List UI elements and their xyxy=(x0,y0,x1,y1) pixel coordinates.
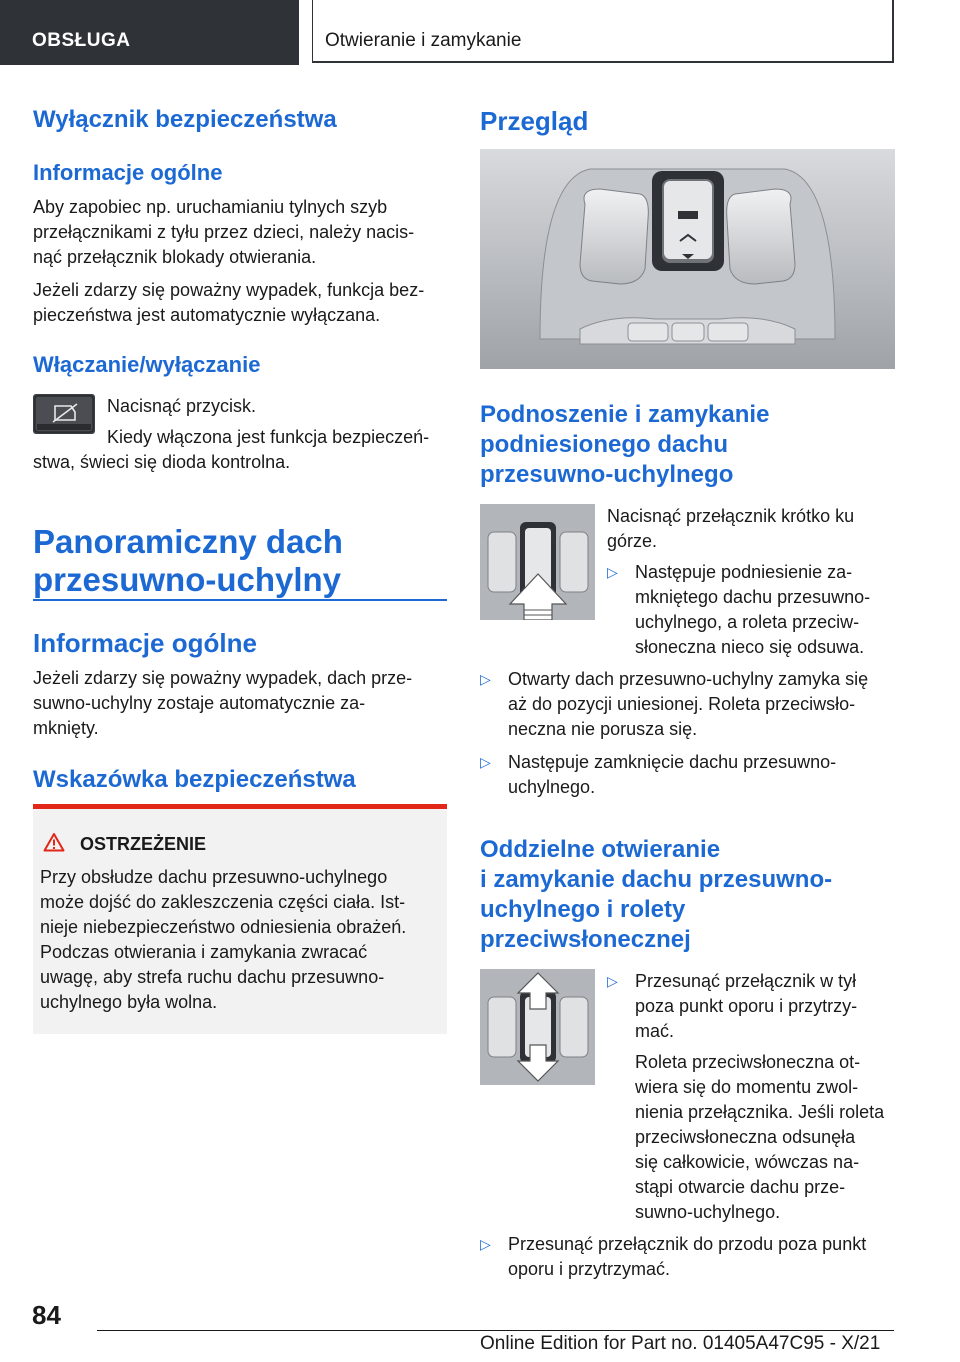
text-line: Jeżeli zdarzy się poważny wypadek, dach prze‐ xyxy=(33,668,413,688)
text-line: Roleta przeciwsłoneczna ot‐ xyxy=(635,1052,861,1072)
text-line: słoneczna nieco się odsuwa. xyxy=(635,637,865,657)
text-line: Nacisnąć przełącznik krótko ku xyxy=(607,506,855,526)
safety-button-image xyxy=(33,394,95,434)
separate-bullet-2 xyxy=(480,1232,895,1282)
heading-rule xyxy=(33,599,447,601)
text-line: nieje niebezpieczeństwo odniesienia obrażeń. xyxy=(40,917,407,937)
warning-bar xyxy=(33,804,447,809)
warning-text xyxy=(40,865,406,1015)
heading-general-info-2: Informacje ogólne xyxy=(33,628,257,658)
text-line: Oddzielne otwieranie xyxy=(480,836,721,863)
bullet-text xyxy=(508,1232,866,1282)
bullet-triangle-icon: ▷ xyxy=(480,671,491,687)
bullet-triangle-icon: ▷ xyxy=(607,564,618,580)
window-lock-icon xyxy=(33,394,95,434)
heading-raise-close xyxy=(480,400,769,490)
heading-panoramic-roof xyxy=(33,523,343,599)
text-line: się całkowicie, wówczas na‐ xyxy=(635,1152,860,1172)
text-line: aż do pozycji uniesionej. Roleta przeciwsło‐ xyxy=(508,694,856,714)
text-line: neczna nie porusza się. xyxy=(508,719,698,739)
heading-safety-hint: Wskazówka bezpieczeństwa xyxy=(33,766,356,793)
raise-instruction xyxy=(607,504,854,554)
text-line: przeciwsłoneczna odsunęła xyxy=(635,1127,856,1147)
switch-slide-image xyxy=(480,969,595,1085)
text-line: mknięty. xyxy=(33,718,99,738)
separate-para xyxy=(635,1050,884,1225)
bullet-text xyxy=(635,969,857,1044)
text-line: Następuje zamknięcie dachu przesuwno- xyxy=(508,752,837,772)
text-line: przesuwno-uchylnego xyxy=(480,461,734,488)
heading-separate-open xyxy=(480,835,832,955)
text-line: Jeżeli zdarzy się poważny wypadek, funkcja bez‐ xyxy=(33,280,425,300)
heading-on-off: Włączanie/wyłączanie xyxy=(33,352,261,377)
text-line: przełącznikami z tyłu przez dzieci, należy nacis‐ xyxy=(33,222,415,242)
text-line: oporu i przytrzymać. xyxy=(508,1259,671,1279)
footer-rule xyxy=(97,1330,894,1331)
bullet-text xyxy=(635,560,870,660)
separate-bullet-1 xyxy=(607,969,897,1049)
text-line: Przesunąć przełącznik w tył xyxy=(635,971,857,991)
text-line: uchylnego, a roleta przeciw‐ xyxy=(635,612,860,632)
warning-title: OSTRZEŻENIE xyxy=(80,834,207,854)
raise-bullet-1 xyxy=(607,560,897,660)
footer-edition: Online Edition for Part no. 01405A47C95 - X/21 xyxy=(480,1333,881,1354)
bullet-text xyxy=(508,750,836,800)
para-accident-roof xyxy=(33,666,412,741)
bullet-triangle-icon: ▷ xyxy=(480,1236,491,1252)
text-line: uchylnego była wolna. xyxy=(40,992,218,1012)
text-line: suwno-uchylnego. xyxy=(635,1202,781,1222)
heading-general-info-1: Informacje ogólne xyxy=(33,160,223,185)
warning-triangle-icon xyxy=(43,832,65,852)
text-line: górze. xyxy=(607,531,658,551)
bullet-text xyxy=(508,667,868,742)
press-button-text: Nacisnąć przycisk. xyxy=(107,396,257,416)
header-chapter: Otwieranie i zamykanie xyxy=(325,30,522,51)
warning-box xyxy=(33,804,447,1034)
switch-push-up-illustration xyxy=(480,504,595,620)
bullet-triangle-icon: ▷ xyxy=(480,754,491,770)
text-line: nienia przełącznika. Jeśli roleta xyxy=(635,1102,885,1122)
heading-overview: Przegląd xyxy=(480,106,589,136)
overview-image xyxy=(480,149,895,369)
text-line: uchylnego. xyxy=(508,777,596,797)
text-line: Przy obsłudze dachu przesuwno-uchylnego xyxy=(40,867,388,887)
text-line: Następuje podniesienie za‐ xyxy=(635,562,853,582)
text-line: podniesionego dachu xyxy=(480,431,729,458)
raise-bullet-2 xyxy=(480,667,895,743)
text-line: przeciwsłonecznej xyxy=(480,926,691,953)
text-line: wiera się do momentu zwol‐ xyxy=(635,1077,859,1097)
text-line: pieczeństwa jest automatycznie wyłączana. xyxy=(33,305,381,325)
switch-slide-illustration xyxy=(480,969,595,1085)
text-line: uwagę, aby strefa ruchu dachu przesuwno- xyxy=(40,967,385,987)
text-line: przesuwno-uchylny xyxy=(33,561,342,598)
bullet-triangle-icon: ▷ xyxy=(607,973,618,989)
header-chapter-box xyxy=(312,0,894,63)
para-led-line1: Kiedy włączona jest funkcja bezpieczeń‐ xyxy=(107,427,430,447)
text-line: uchylnego i rolety xyxy=(480,896,686,923)
text-line: stąpi otwarcie dachu prze‐ xyxy=(635,1177,846,1197)
text-line: Przesunąć przełącznik do przodu poza punkt xyxy=(508,1234,867,1254)
text-line: Aby zapobiec np. uruchamianiu tylnych szyb xyxy=(33,197,388,217)
text-line: Panoramiczny dach xyxy=(33,523,343,560)
heading-safety-switch: Wyłącznik bezpieczeństwa xyxy=(33,106,337,133)
para-led-line2: stwa, świeci się dioda kontrolna. xyxy=(33,452,291,472)
raise-bullet-3 xyxy=(480,750,895,800)
para-prevent-children xyxy=(33,195,414,270)
text-line: suwno-uchylny zostaje automatycznie za‐ xyxy=(33,693,366,713)
text-line: i zamykanie dachu przesuwno- xyxy=(480,866,833,893)
header-section: OBSŁUGA xyxy=(32,30,131,51)
page-number: 84 xyxy=(32,1300,61,1330)
header-section-tab xyxy=(0,0,299,65)
switch-up-image xyxy=(480,504,595,620)
text-line: mać. xyxy=(635,1021,675,1041)
text-line: mkniętego dachu przesuwno- xyxy=(635,587,871,607)
text-line: Podnoszenie i zamykanie xyxy=(480,401,770,428)
para-accident xyxy=(33,278,424,328)
roof-control-panel-illustration xyxy=(480,149,895,369)
text-line: może dojść do zakleszczenia części ciała. Ist‐ xyxy=(40,892,406,912)
text-line: nąć przełącznik blokady otwierania. xyxy=(33,247,317,267)
text-line: Otwarty dach przesuwno-uchylny zamyka się xyxy=(508,669,869,689)
text-line: poza punkt oporu i przytrzy‐ xyxy=(635,996,858,1016)
text-line: Podczas otwierania i zamykania zwracać xyxy=(40,942,368,962)
